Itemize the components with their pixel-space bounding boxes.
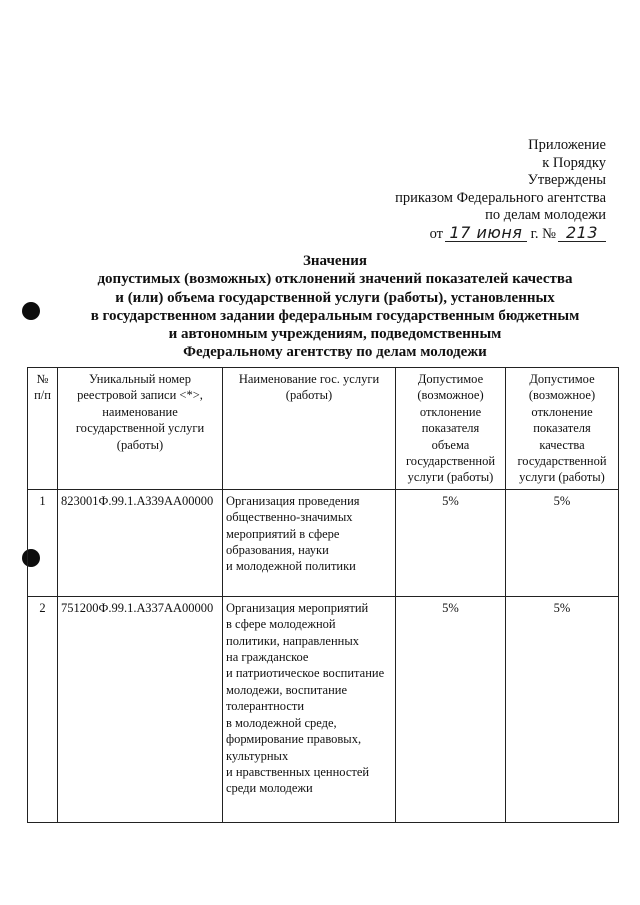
- service-name: Организация мероприятий в сфере молодежной политики, направленных на гражданское и патриотическое воспитание молодежи, воспитание толерантности в молодежной среде, формирование правовых, культурных и нравственных ценностей среди молодежи: [223, 596, 396, 822]
- registry-code: 751200Ф.99.1.АЗ37АА00000: [58, 596, 223, 822]
- row-number: 2: [28, 596, 58, 822]
- header-line: Приложение: [528, 137, 606, 153]
- row-number: 1: [28, 489, 58, 596]
- header-cell-service-name: Наименование гос. услуги (работы): [223, 368, 396, 490]
- order-line: [395, 222, 606, 244]
- header-cell-quality-deviation: Допустимое (возможное) отклонение показателя качества государственной услуги (работы): [506, 368, 619, 490]
- title-line: в государственном задании федеральным государственным бюджетным: [90, 307, 580, 324]
- header-cell-number: № п/п: [28, 368, 58, 490]
- title-line: и автономным учреждениям, подведомственным: [168, 326, 502, 343]
- header-cell-registry: Уникальный номер реестровой записи <*>, наименование государственной услуги (работы): [58, 368, 223, 490]
- table-row: [28, 489, 619, 596]
- approval-header: [395, 137, 606, 244]
- table-header-row: [28, 368, 619, 490]
- order-number-handwritten: 213: [558, 225, 606, 242]
- quality-deviation: 5%: [506, 489, 619, 596]
- document-title: [70, 252, 600, 362]
- header-line: приказом Федерального агентства: [395, 189, 606, 206]
- volume-deviation: 5%: [396, 489, 506, 596]
- header-cell-volume-deviation: Допустимое (возможное) отклонение показателя объема государственной услуги (работы): [396, 368, 506, 490]
- header-line: к Порядку: [542, 154, 606, 171]
- order-date-handwritten: 17 июня: [445, 225, 527, 242]
- title-line: и (или) объема государственной услуги (работы), установленных: [115, 289, 555, 306]
- order-year-label: г. №: [530, 225, 556, 242]
- quality-deviation: 5%: [506, 596, 619, 822]
- deviation-table: [27, 367, 619, 823]
- punch-hole: [22, 302, 40, 320]
- header-line: по делам молодежи: [485, 207, 606, 224]
- service-name: Организация проведения общественно-значимых мероприятий в сфере образования, науки и молодежной политики: [223, 489, 396, 596]
- title-line: Значения: [303, 253, 367, 269]
- volume-deviation: 5%: [396, 596, 506, 822]
- table-row: [28, 596, 619, 822]
- order-prefix: от: [429, 225, 443, 242]
- registry-code: 823001Ф.99.1.АЗ39АА00000: [58, 489, 223, 596]
- title-line: допустимых (возможных) отклонений значений показателей качества: [97, 271, 573, 288]
- title-line: Федеральному агентству по делам молодежи: [183, 344, 487, 361]
- header-line: Утверждены: [527, 172, 606, 189]
